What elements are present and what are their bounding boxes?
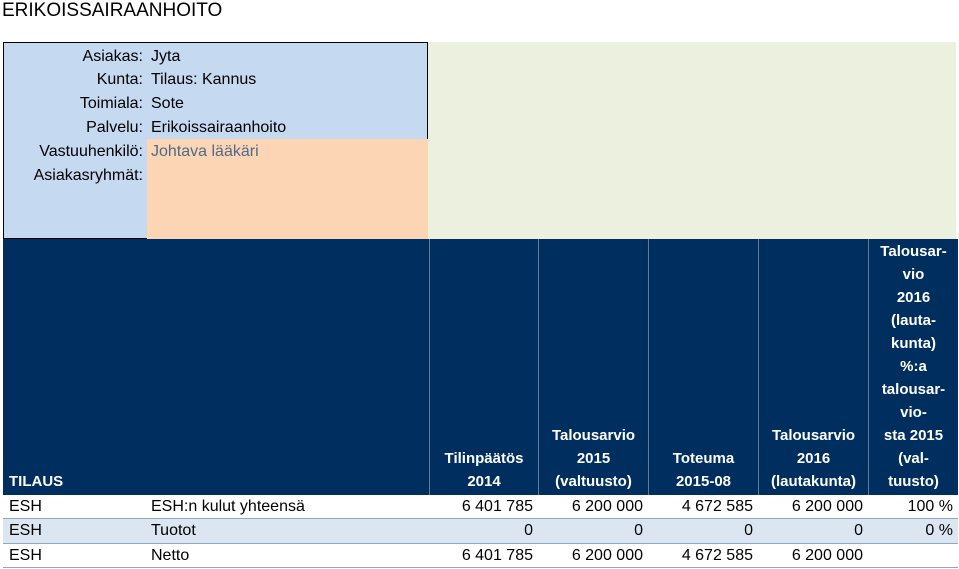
cell-pct: 0 % bbox=[925, 522, 953, 539]
cell-ta2016: 0 bbox=[854, 522, 863, 539]
header-line: 2015 bbox=[576, 450, 611, 467]
header-line: sta 2015 bbox=[883, 427, 944, 444]
header-line: 2014 bbox=[467, 473, 501, 490]
info-panel bbox=[3, 42, 428, 239]
cell-ta2016: 6 200 000 bbox=[791, 498, 863, 515]
info-row-toimiala bbox=[4, 92, 427, 115]
info-label: Asiakas: bbox=[82, 48, 143, 65]
header-line: 2015-08 bbox=[675, 473, 732, 490]
info-row-kunta bbox=[4, 68, 427, 91]
header-line: %:a bbox=[900, 358, 927, 375]
info-row-vastuuhenkilo bbox=[4, 140, 427, 163]
header-ta2015 bbox=[539, 424, 648, 493]
header-line: Talousarvio bbox=[551, 427, 636, 444]
cell-code: ESH bbox=[9, 547, 42, 564]
info-side-area bbox=[428, 42, 956, 239]
cell-toteuma: 4 672 585 bbox=[681, 498, 753, 515]
header-line: 2016 bbox=[796, 450, 831, 467]
header-ta2016 bbox=[759, 424, 868, 493]
header-line: Talousar- bbox=[880, 243, 947, 260]
header-line: Toteuma bbox=[672, 450, 735, 467]
header-tilinpaatos bbox=[430, 447, 538, 493]
info-value: Johtava lääkäri bbox=[151, 143, 259, 160]
info-value: Tilaus: Kannus bbox=[151, 71, 257, 88]
info-label: Vastuuhenkilö: bbox=[39, 143, 143, 160]
cell-code: ESH bbox=[9, 498, 42, 515]
cell-ta2015: 6 200 000 bbox=[571, 498, 643, 515]
header-tilaus: TILAUS bbox=[9, 473, 64, 490]
cell-ta2015: 0 bbox=[634, 522, 643, 539]
header-line: (val- bbox=[898, 450, 929, 467]
info-value: Jyta bbox=[151, 48, 181, 65]
cell-toteuma: 0 bbox=[744, 522, 753, 539]
table-header bbox=[3, 239, 958, 495]
header-line: 2016 bbox=[896, 289, 931, 306]
header-pct bbox=[869, 240, 958, 493]
header-line: vio bbox=[902, 266, 925, 283]
header-line: (valtuusto) bbox=[555, 473, 632, 490]
cell-name: ESH:n kulut yhteensä bbox=[151, 498, 305, 515]
header-line: (lautakunta) bbox=[770, 473, 856, 490]
cell-tp2014: 0 bbox=[524, 522, 533, 539]
info-row-palvelu bbox=[4, 116, 427, 139]
header-line: (lauta- bbox=[891, 312, 936, 329]
cell-pct: 100 % bbox=[907, 498, 953, 515]
cell-ta2015: 6 200 000 bbox=[571, 547, 643, 564]
info-value: Erikoissairaanhoito bbox=[151, 119, 287, 136]
header-line: Tilinpäätös bbox=[444, 450, 524, 467]
header-line: tuusto) bbox=[888, 473, 939, 490]
header-line: Talousarvio bbox=[771, 427, 856, 444]
info-label: Palvelu: bbox=[86, 119, 143, 136]
info-label: Kunta: bbox=[96, 71, 143, 88]
header-line: kunta) bbox=[891, 335, 936, 352]
header-toteuma bbox=[649, 447, 758, 493]
info-label: Toimiala: bbox=[79, 95, 143, 112]
cell-toteuma: 4 672 585 bbox=[681, 547, 753, 564]
info-value: Sote bbox=[151, 95, 184, 112]
info-label: Asiakasryhmät: bbox=[33, 167, 143, 184]
row-divider bbox=[3, 567, 958, 568]
cell-tp2014: 6 401 785 bbox=[461, 547, 533, 564]
header-line: vio- bbox=[900, 404, 927, 421]
cell-ta2016: 6 200 000 bbox=[791, 547, 863, 564]
cell-name: Tuotot bbox=[151, 522, 196, 539]
info-row-asiakas bbox=[4, 45, 427, 68]
cell-name: Netto bbox=[151, 547, 190, 564]
table-row bbox=[3, 519, 958, 543]
cell-tp2014: 6 401 785 bbox=[461, 498, 533, 515]
header-line: talousar- bbox=[881, 381, 946, 398]
table-row bbox=[3, 495, 958, 519]
page-title: ERIKOISSAIRAANHOITO bbox=[2, 0, 223, 21]
info-row-asiakasryhmat bbox=[4, 164, 427, 187]
cell-code: ESH bbox=[9, 522, 42, 539]
table-row bbox=[3, 544, 958, 568]
